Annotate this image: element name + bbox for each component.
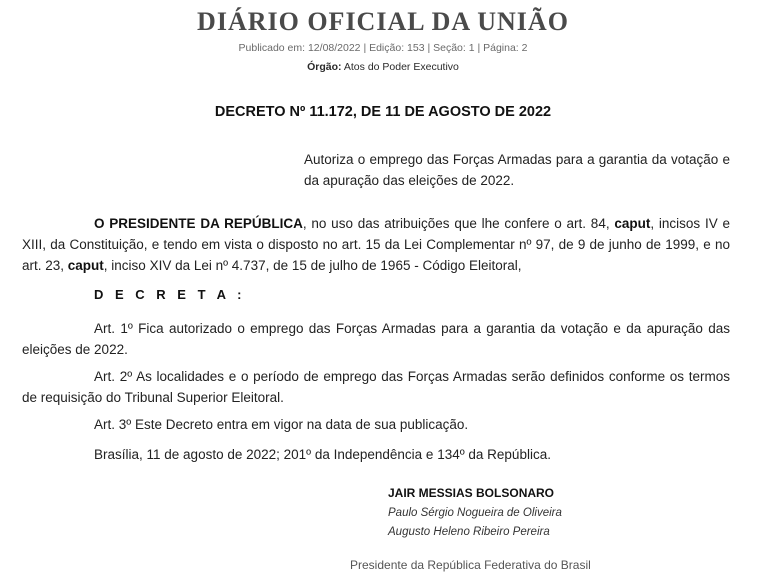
orgao-line [0, 60, 766, 74]
publication-info: Publicado em: 12/08/2022 | Edição: 153 | Seção: 1 | Página: 2 [238, 42, 528, 54]
decree-ementa: Autoriza o emprego das Forças Armadas para a garantia da votação e da apuração das eleições de 2022. [304, 152, 730, 188]
decreta-heading: D E C R E T A : [94, 287, 246, 302]
preamble-caput-2: caput [67, 258, 104, 273]
preamble-text-3: , inciso XIV da Lei nº 4.737, de 15 de julho de 1965 - Código Eleitoral, [103, 258, 522, 273]
main-signature: JAIR MESSIAS BOLSONARO [388, 486, 555, 500]
closing-line: Brasília, 11 de agosto de 2022; 201º da Independência e 134º da República. [94, 447, 551, 462]
orgao-value: Atos do Poder Executivo [343, 61, 459, 73]
co-signature-1: Paulo Sérgio Nogueira de Oliveira [388, 507, 562, 519]
article-1: Art. 1º Fica autorizado o emprego das Forças Armadas para a garantia da votação e da apuração das eleições de 2022. [22, 321, 730, 357]
footer-caption: Presidente da República Federativa do Brasil [350, 558, 591, 572]
decree-preamble [22, 213, 730, 276]
article-3: Art. 3º Este Decreto entra em vigor na data de sua publicação. [94, 417, 469, 432]
decree-title: DECRETO Nº 11.172, DE 11 DE AGOSTO DE 2022 [214, 104, 552, 120]
newspaper-title: DIÁRIO OFICIAL DA UNIÃO [197, 7, 569, 36]
preamble-authority: O PRESIDENTE DA REPÚBLICA [94, 216, 303, 231]
preamble-caput-1: caput [614, 216, 651, 231]
preamble-text-2: , incisos IV e XIII, da Constituição, e tendo em vista o disposto no art. 15 da Lei Complementar nº 97, de 9 de junho de 1999, e no art. 23, [22, 216, 730, 273]
article-2: Art. 2º As localidades e o período de emprego das Forças Armadas serão definidos conforme os termos de requisição do Tribunal Superior Eleitoral. [22, 369, 730, 405]
masthead [0, 6, 766, 74]
co-signature-2: Augusto Heleno Ribeiro Pereira [388, 526, 550, 538]
preamble-text-1: , no uso das atribuições que lhe confere o art. 84, [302, 216, 615, 231]
orgao-label: Órgão: [307, 61, 342, 73]
